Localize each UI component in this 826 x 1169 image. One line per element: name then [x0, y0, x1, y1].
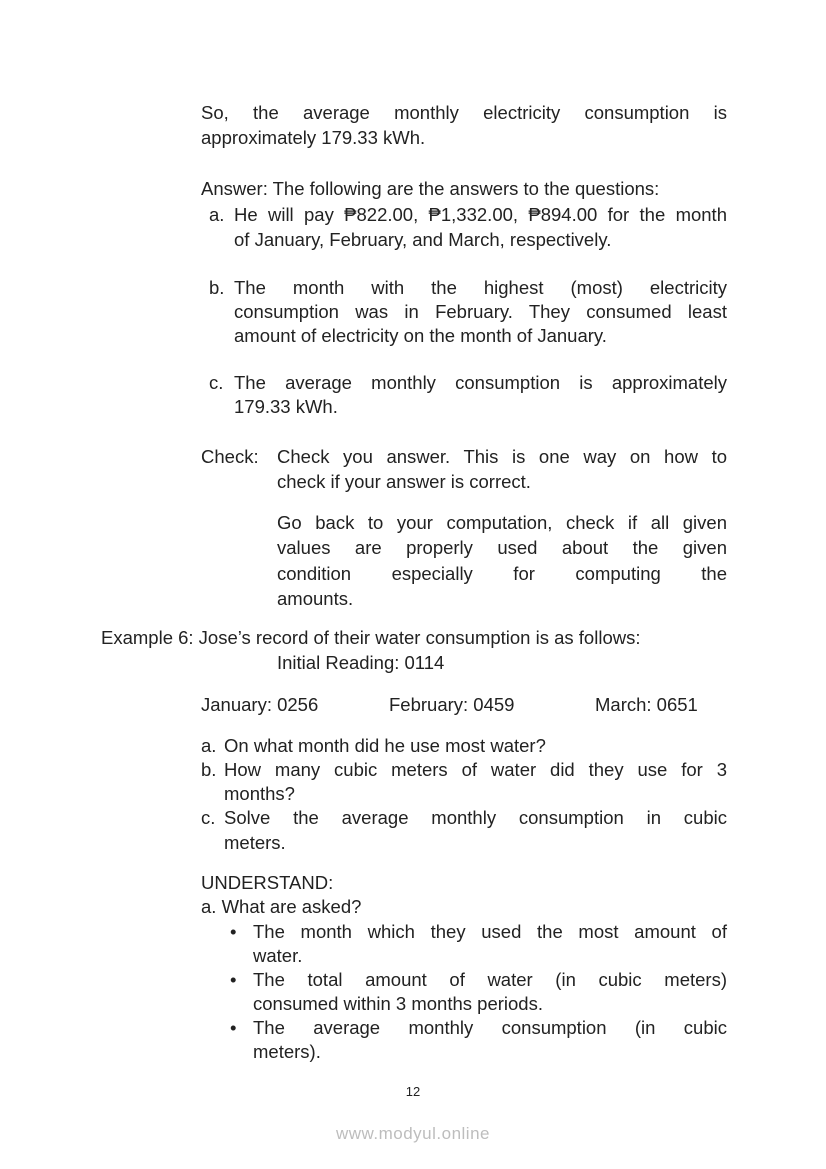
answer-c-line-1: The average monthly consumption is approximately: [234, 372, 727, 393]
answer-a-line-2: of January, February, and March, respectively.: [234, 229, 612, 250]
answer-b-label: b.: [209, 277, 225, 298]
reading-march: March: 0651: [595, 694, 698, 715]
summary-line-2: approximately 179.33 kWh.: [201, 127, 426, 148]
question-b-line-1: How many cubic meters of water did they use for 3: [224, 759, 727, 780]
bullet-1-line-2: water.: [253, 945, 303, 966]
question-a-label: a.: [201, 735, 217, 756]
page-number: 12: [405, 1084, 421, 1099]
bullet-2-line-1: The total amount of water (in cubic meters): [253, 969, 727, 990]
bullet-3-line-1: The average monthly consumption (in cubic: [253, 1017, 727, 1038]
check-p2-line-2: values are properly used about the given: [277, 537, 727, 558]
summary-line-1: So, the average monthly electricity consumption is: [201, 102, 727, 123]
bullet-icon: •: [230, 1017, 237, 1038]
understand-heading: UNDERSTAND:: [201, 872, 334, 893]
understand-a: a. What are asked?: [201, 896, 362, 917]
check-label: Check:: [201, 446, 259, 467]
answer-c-label: c.: [209, 372, 224, 393]
bullet-2-line-2: consumed within 3 months periods.: [253, 993, 543, 1014]
check-p2-line-1: Go back to your computation, check if all given: [277, 512, 727, 533]
answer-b-line-2: consumption was in February. They consumed least: [234, 301, 727, 322]
check-p1-line-2: check if your answer is correct.: [277, 471, 531, 492]
check-p1-line-1: Check you answer. This is one way on how to: [277, 446, 727, 467]
bullet-icon: •: [230, 921, 237, 942]
bullet-icon: •: [230, 969, 237, 990]
answer-b-line-3: amount of electricity on the month of January.: [234, 325, 607, 346]
answer-a-line-1: He will pay ₱822.00, ₱1,332.00, ₱894.00 for the month: [234, 204, 727, 225]
check-p2-line-4: amounts.: [277, 588, 354, 609]
answer-c-line-2: 179.33 kWh.: [234, 396, 338, 417]
reading-february: February: 0459: [389, 694, 515, 715]
question-b-line-2: months?: [224, 783, 295, 804]
answer-a-label: a.: [209, 204, 225, 225]
check-p2-line-3: condition especially for computing the: [277, 563, 727, 584]
question-b-label: b.: [201, 759, 217, 780]
answer-intro: Answer: The following are the answers to the questions:: [201, 178, 660, 199]
bullet-1-line-1: The month which they used the most amount of: [253, 921, 727, 942]
question-a: On what month did he use most water?: [224, 735, 546, 756]
bullet-3-line-2: meters).: [253, 1041, 321, 1062]
watermark: www.modyul.online: [335, 1124, 490, 1143]
initial-reading: Initial Reading: 0114: [277, 652, 445, 673]
question-c-line-2: meters.: [224, 832, 286, 853]
reading-january: January: 0256: [201, 694, 319, 715]
example-6-title: Example 6: Jose’s record of their water consumption is as follows:: [101, 627, 641, 648]
question-c-line-1: Solve the average monthly consumption in cubic: [224, 807, 727, 828]
answer-b-line-1: The month with the highest (most) electricity: [234, 277, 727, 298]
question-c-label: c.: [201, 807, 216, 828]
